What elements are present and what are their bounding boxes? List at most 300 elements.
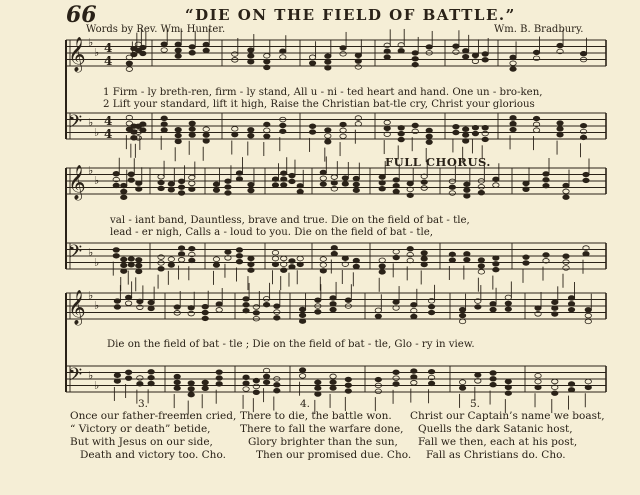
note-head [299,313,305,318]
note-head [281,268,287,273]
note-head [580,51,586,56]
note-head [178,191,184,196]
note-head [535,379,541,384]
note-head [393,189,399,194]
note-head [353,176,359,181]
note-head [490,301,496,306]
note-head [379,175,385,180]
note-head [148,381,154,386]
note-head [243,387,249,392]
note-head [188,311,194,316]
note-head [158,180,164,185]
note-head [505,385,511,390]
system2-lyric-verse2: lead - er nigh, Calls a - loud to you. Die on the field of bat - tle, [110,227,434,238]
note-head [453,44,459,49]
note-head [136,257,142,262]
note-head [161,128,167,133]
note-head [459,319,465,324]
note-head [136,269,142,274]
treble-clef-icon: 𝄞 [68,290,86,325]
note-head [510,67,516,72]
note-head [272,262,278,267]
note-head [325,60,331,65]
verse-line: “ Victory or death” betide, [70,423,211,435]
note-head [552,379,558,384]
note-head [189,175,195,180]
note-head [158,174,164,179]
note-head [493,267,499,272]
verse-line: Christ our Captain’s name we boast, [410,410,605,422]
note-head [216,308,222,313]
note-head [299,307,305,312]
note-head [248,262,254,267]
note-head [264,128,270,133]
note-head [128,172,134,177]
note-head [459,307,465,312]
note-head [472,125,478,130]
note-head [125,295,131,300]
verse-line: But with Jesus on our side, [70,436,213,448]
note-head [248,54,254,59]
note-head [331,251,337,256]
note-head [384,55,390,60]
note-head [557,132,563,137]
chorus-label: FULL CHORUS. [385,155,491,169]
note-head [263,380,269,385]
note-head [478,264,484,269]
note-head [585,313,591,318]
note-head [583,178,589,183]
note-head [236,248,242,253]
note-head [140,122,146,127]
note-head [411,303,417,308]
note-head [384,120,390,125]
note-head [412,62,418,67]
note-head [274,383,280,388]
note-head [585,319,591,324]
note-head [482,125,488,130]
note-head [161,42,167,47]
note-head [213,188,219,193]
note-head [453,50,459,55]
note-head [299,368,305,373]
note-head [297,262,303,267]
hymn-title: “DIE ON THE FIELD OF BATTLE.” [185,6,516,24]
flat-icon: ♭ [94,299,100,312]
note-head [225,179,231,184]
note-head [523,261,529,266]
note-head [533,116,539,121]
note-head [121,183,127,188]
note-head [280,49,286,54]
note-head [449,258,455,263]
note-head [330,386,336,391]
note-head [114,379,120,384]
note-head [121,257,127,262]
note-head [393,178,399,183]
note-head [331,246,337,251]
note-head [535,373,541,378]
note-head [459,313,465,318]
note-head [325,54,331,59]
note-head [264,122,270,127]
note-head [585,307,591,312]
treble-clef-icon: 𝄞 [68,37,86,72]
flat-icon: ♭ [94,256,100,269]
note-head [490,307,496,312]
note-head [125,370,131,375]
verse-line: Fall we then, each at his post, [418,436,578,448]
note-head [137,299,143,304]
note-head [114,373,120,378]
note-head [493,262,499,267]
note-head [568,296,574,301]
note-head [375,389,381,394]
note-head [140,51,146,56]
note-head [535,306,541,311]
note-head [299,319,305,324]
note-head [126,67,132,72]
note-head [490,371,496,376]
note-head [478,270,484,275]
note-head [202,380,208,385]
note-head [136,181,142,186]
verse-number: 4. [300,398,311,410]
note-head [563,266,569,271]
note-head [175,42,181,47]
note-head [128,178,134,183]
note-head [330,296,336,301]
note-head [232,127,238,132]
note-head [315,392,321,397]
note-head [289,259,295,264]
note-head [188,381,194,386]
note-head [478,258,484,263]
system2-lyric-verse1: val - iant band, Dauntless, brave and true. Die on the field of bat - tle, [110,215,470,226]
flat-icon: ♭ [88,116,94,129]
note-head [140,128,146,133]
note-head [248,268,254,273]
note-head [272,250,278,255]
note-head [398,49,404,54]
note-head [248,256,254,261]
note-head [325,139,331,144]
note-head [533,128,539,133]
note-head [375,308,381,313]
note-head [281,183,287,188]
note-head [535,385,541,390]
note-head [398,126,404,131]
note-head [280,123,286,128]
note-head [472,53,478,58]
note-head [281,177,287,182]
flat-icon: ♭ [94,46,100,59]
note-head [462,133,468,138]
note-head [274,310,280,315]
time-signature: 4 [104,54,113,68]
note-head [248,182,254,187]
note-head [462,49,468,54]
note-head [475,305,481,310]
note-head [557,121,563,126]
note-head [225,191,231,196]
note-head [281,256,287,261]
note-head [174,380,180,385]
note-head [216,302,222,307]
note-head [421,180,427,185]
note-head [393,370,399,375]
note-head [320,268,326,273]
note-head [580,129,586,134]
note-head [340,134,346,139]
note-head [412,123,418,128]
verse-line: There to die, the battle won. [240,410,392,422]
note-head [272,183,278,188]
note-head [428,310,434,315]
note-head [216,376,222,381]
note-head [543,178,549,183]
note-head [533,50,539,55]
treble-clef-icon: 𝄞 [68,165,86,200]
note-head [407,193,413,198]
note-head [510,55,516,60]
note-head [113,183,119,188]
note-head [225,185,231,190]
note-head [426,128,432,133]
note-head [384,43,390,48]
note-head [203,139,209,144]
note-head [482,131,488,136]
note-head [189,181,195,186]
note-head [421,186,427,191]
flat-icon: ♭ [88,36,94,49]
note-head [320,176,326,181]
note-head [384,49,390,54]
bass-clef-icon: 𝄢 [68,242,83,267]
verse-line: Glory brighter than the sun, [248,436,398,448]
note-head [188,392,194,397]
note-head [299,374,305,379]
note-head [189,127,195,132]
note-head [148,375,154,380]
flat-icon: ♭ [88,289,94,302]
note-head [331,175,337,180]
note-head [340,51,346,56]
note-head [297,189,303,194]
note-head [216,382,222,387]
note-head [345,377,351,382]
note-head [202,304,208,309]
note-head [355,65,361,70]
time-signature: 4 [104,41,113,55]
note-head [253,378,259,383]
note-head [188,387,194,392]
note-head [353,182,359,187]
note-head [243,375,249,380]
note-head [543,253,549,258]
note-head [482,52,488,57]
note-head [543,172,549,177]
note-head [213,182,219,187]
note-head [320,257,326,262]
note-head [309,124,315,129]
note-head [557,43,563,48]
note-head [236,171,242,176]
note-head [428,369,434,374]
note-head [379,270,385,275]
note-head [158,255,164,260]
note-head [178,185,184,190]
note-head [128,262,134,267]
note-head [393,249,399,254]
note-head [158,267,164,272]
note-head [421,256,427,261]
note-head [355,53,361,58]
note-head [148,306,154,311]
note-head [407,181,413,186]
note-head [411,314,417,319]
note-head [121,195,127,200]
note-head [225,250,231,255]
note-head [342,256,348,261]
note-head [353,188,359,193]
note-head [113,171,119,176]
note-head [583,252,589,257]
note-head [272,256,278,261]
note-head [557,127,563,132]
note-head [384,126,390,131]
note-head [280,129,286,134]
note-head [585,379,591,384]
note-head [248,127,254,132]
note-head [161,122,167,127]
note-head [114,305,120,310]
note-head [464,257,470,262]
note-head [428,304,434,309]
note-head [264,134,270,139]
note-head [568,302,574,307]
note-head [236,254,242,259]
note-head [161,48,167,53]
note-head [325,128,331,133]
note-head [203,42,209,47]
note-head [478,185,484,190]
note-head [478,190,484,195]
note-head [140,45,146,50]
verse-line: There to fall the warfare done, [240,423,404,435]
note-head [330,380,336,385]
note-head [325,66,331,71]
note-head [505,301,511,306]
note-head [248,188,254,193]
note-head [505,379,511,384]
note-head [309,130,315,135]
note-head [493,177,499,182]
note-head [505,307,511,312]
note-head [353,264,359,269]
flat-icon: ♭ [88,246,94,259]
note-head [253,305,259,310]
note-head [568,307,574,312]
note-head [510,116,516,121]
system3-lyric: Die on the field of bat - tle ; Die on the field of bat - tle, Glo - ry in view. [107,339,475,350]
note-head [393,255,399,260]
note-head [175,54,181,59]
note-head [426,140,432,145]
note-head [253,390,259,395]
note-head [274,388,280,393]
note-head [263,297,269,302]
note-head [189,45,195,50]
note-head [126,61,132,66]
note-head [345,383,351,388]
note-head [568,382,574,387]
note-head [459,386,465,391]
verse-line: Death and victory too. Cho. [80,449,226,461]
note-head [289,264,295,269]
note-head [398,137,404,142]
note-head [340,46,346,51]
note-head [113,253,119,258]
note-head [128,257,134,262]
note-head [168,257,174,262]
note-head [274,304,280,309]
system1-lyric-verse1: 1 Firm - ly breth-ren, firm - ly stand, All u - ni - ted heart and hand. One un - bro-ken, [103,87,543,98]
note-head [161,116,167,121]
note-head [412,56,418,61]
note-head [274,316,280,321]
note-head [459,380,465,385]
note-head [411,375,417,380]
note-head [125,376,131,381]
note-head [580,123,586,128]
note-head [490,382,496,387]
note-head [426,134,432,139]
note-head [280,55,286,60]
page-number: 66 [66,2,97,28]
note-head [462,54,468,59]
note-head [243,297,249,302]
note-head [353,258,359,263]
note-head [563,183,569,188]
note-head [580,135,586,140]
note-head [189,50,195,55]
note-head [355,59,361,64]
note-head [523,187,529,192]
note-head [125,301,131,306]
note-head [464,194,470,199]
note-head [178,252,184,257]
verse-number: 3. [138,398,149,410]
note-head [178,246,184,251]
note-head [188,305,194,310]
note-head [131,52,137,57]
note-head [189,187,195,192]
note-head [264,53,270,58]
note-head [585,385,591,390]
note-head [330,307,336,312]
note-head [393,376,399,381]
note-head [137,376,143,381]
note-head [175,139,181,144]
note-head [407,247,413,252]
note-head [393,183,399,188]
note-head [523,181,529,186]
note-head [449,191,455,196]
system1-lyric-verse2: 2 Lift your standard, lift it high, Raise the Christian bat-tle cry, Christ your glorious [103,99,535,110]
note-head [189,246,195,251]
note-head [248,48,254,53]
